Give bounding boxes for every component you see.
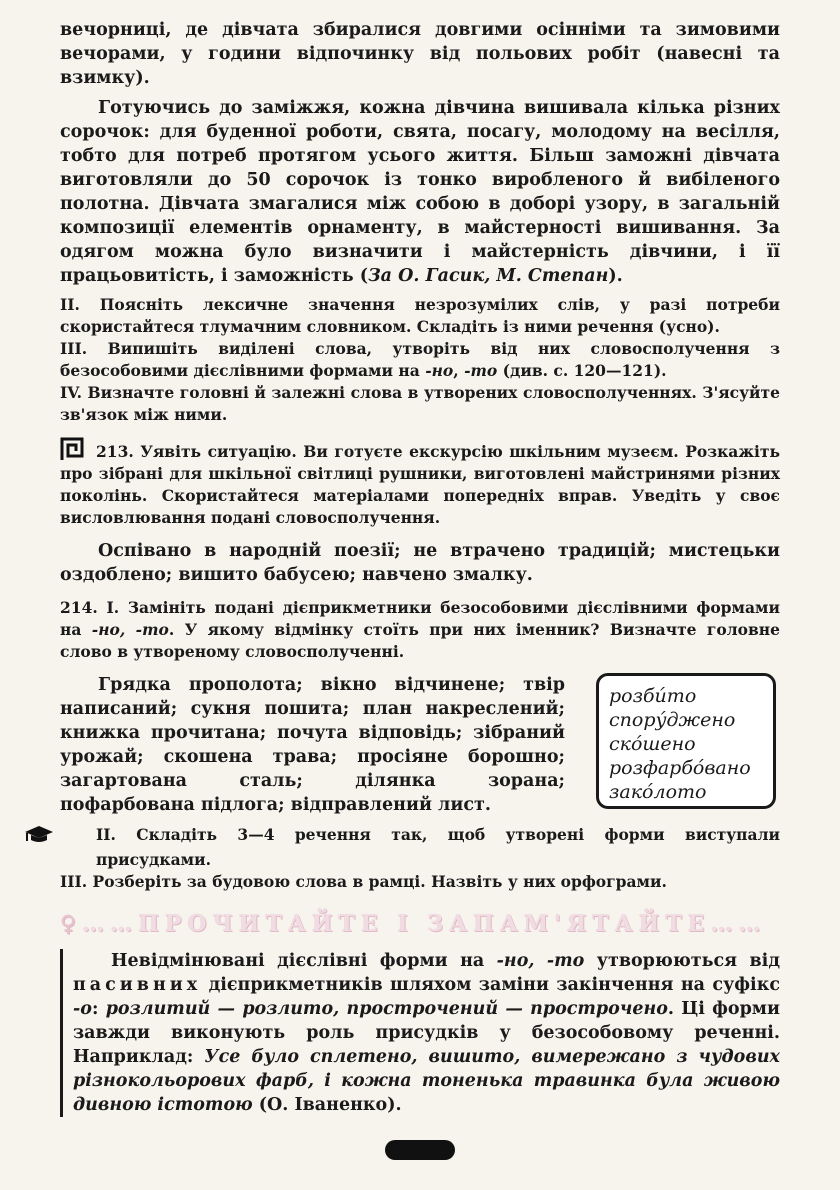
- highlighted-word: виробленого й вибіленого: [491, 170, 780, 190]
- exercise-number: 214.: [60, 598, 98, 617]
- rule-example: розлитий — розлито, прострочений — прострочено: [105, 999, 668, 1019]
- banner-dots: ……: [710, 911, 767, 937]
- task-212-ii: II. Поясніть лексичне значення незрозумілих слів, у разі потреби скористайтеся тлумачним словником. Складіть із ними речення (усно).: [60, 295, 780, 336]
- exercise-213-phrases: Оспівано в народній поезії; не втрачено традицій; мистецьки оздоблено; вишито бабусею; навчено змалку.: [60, 541, 780, 585]
- highlighted-word: визначити: [312, 242, 423, 262]
- banner-title: ПРОЧИТАЙТЕ І ЗАПАМ'ЯТАЙТЕ: [138, 911, 711, 937]
- spaced-term: пасивних: [73, 975, 202, 995]
- exercise-214-list: Грядка прополота; вікно відчинене; твір написаний; сукня пошита; план накреслений; книжка прочитана; почута відповідь; зібраний урожай; скошена трава; просіяне борошно; загартована сталь; ділянка зорана; пофарбована підлога; відправлений лист.: [60, 675, 565, 815]
- task-212-iii: III. Випишіть виділені слова, утворіть від них словосполучення з безособовими дієслівними формами на -но, -то (див. с. 120—121).: [60, 339, 780, 380]
- word-frame: [596, 673, 776, 809]
- paragraph-embroidery: Готуючись до заміжжя, кожна дівчина вишивала кілька різних сорочок: для буденної роботи, свята, посагу, молодому на весілля, тобто для потреб протягом усього життя. Більш заможні дівчата виготовляли до 50 сорочок із тонко виробленого й вибіленого полотна. Дівчата змагалися між собою в доборі узору, в загальній композиції елементів орнаменту, в майстерності вишивання. За одягом можна було визначити і майстерність дівчини, і її працьовитість, і заможність (За О. Гасик, М. Степан).: [60, 98, 781, 286]
- grammar-rule: Невідмінювані дієслівні форми на -но, -то утворюються від пасивних дієприкметників шляхом заміни закінчення на суфікс -о: розлитий — розлито, прострочений — прострочено. Ці форми завжди виконують роль присудків у безособовому реченні. Наприклад: Усе було сплетено, вишито, вимережано з чудових різнокольорових фарб, і кожна тоненька травинка була живою дивною істотою (О. Іваненко).: [60, 949, 780, 1117]
- frame-word: зако́лото: [609, 781, 707, 803]
- exercise-214-task-i: 214. I. Замініть подані дієприкметники безособовими дієслівними формами на -но, -то. У якому відмінку стоїть при них іменник? Визначте головне слово в утвореному словосполученні.: [60, 598, 780, 661]
- meander-icon: [60, 436, 86, 462]
- exercise-214-body: [60, 673, 780, 817]
- rule-quote: Усе було сплетено, вишито, вимережано з чудових різнокольорових фарб, і кожна тоненька травинка була живою дивною істотою: [73, 1047, 780, 1115]
- highlighted-term: присудків: [375, 1023, 479, 1043]
- task-212-iv: IV. Визначте головні й залежні слова в утворених словосполученнях. З'ясуйте зв'язок між ними.: [60, 383, 780, 424]
- lightbulb-icon: ♀: [60, 911, 83, 937]
- textbook-page: [60, 18, 780, 1117]
- graduation-cap-icon: [60, 823, 90, 849]
- paragraph-intro-end: вечорниці, де дівчата збиралися довгими осінніми та зимовими вечорами, у години відпочинку від польових робіт (навесні та взимку).: [60, 20, 780, 88]
- exercise-214-task-iii: III. Розберіть за будовою слова в рамці. Назвіть у них орфограми.: [60, 872, 667, 891]
- frame-word: розби́то: [609, 685, 697, 707]
- frame-word: розфарбо́вано: [609, 757, 751, 779]
- rule-banner: [60, 911, 780, 945]
- banner-dots: ……: [82, 911, 139, 937]
- exercise-214-task-ii: II. Складіть 3—4 речення так, щоб утворені форми виступали присудками.: [60, 823, 780, 871]
- highlighted-word: вишивала: [524, 98, 629, 118]
- exercise-number: 213.: [96, 442, 134, 461]
- quote-author: О. Іваненко: [267, 1095, 388, 1115]
- exercise-213: 213. Уявіть ситуацію. Ви готуєте екскурсію шкільним музеєм. Розкажіть про зібрані для шкільної світлиці рушники, виготовлені майстринями різних поколінь. Скористайтеся матеріалами попередніх вправ. Уведіть у своє висловлювання подані словосполучення.: [60, 436, 780, 529]
- page-number-smudge: [385, 1140, 455, 1160]
- frame-word: ско́шено: [609, 733, 696, 755]
- frame-word: спору́джено: [609, 709, 736, 731]
- source-author: За О. Гасик, М. Степан: [368, 266, 609, 286]
